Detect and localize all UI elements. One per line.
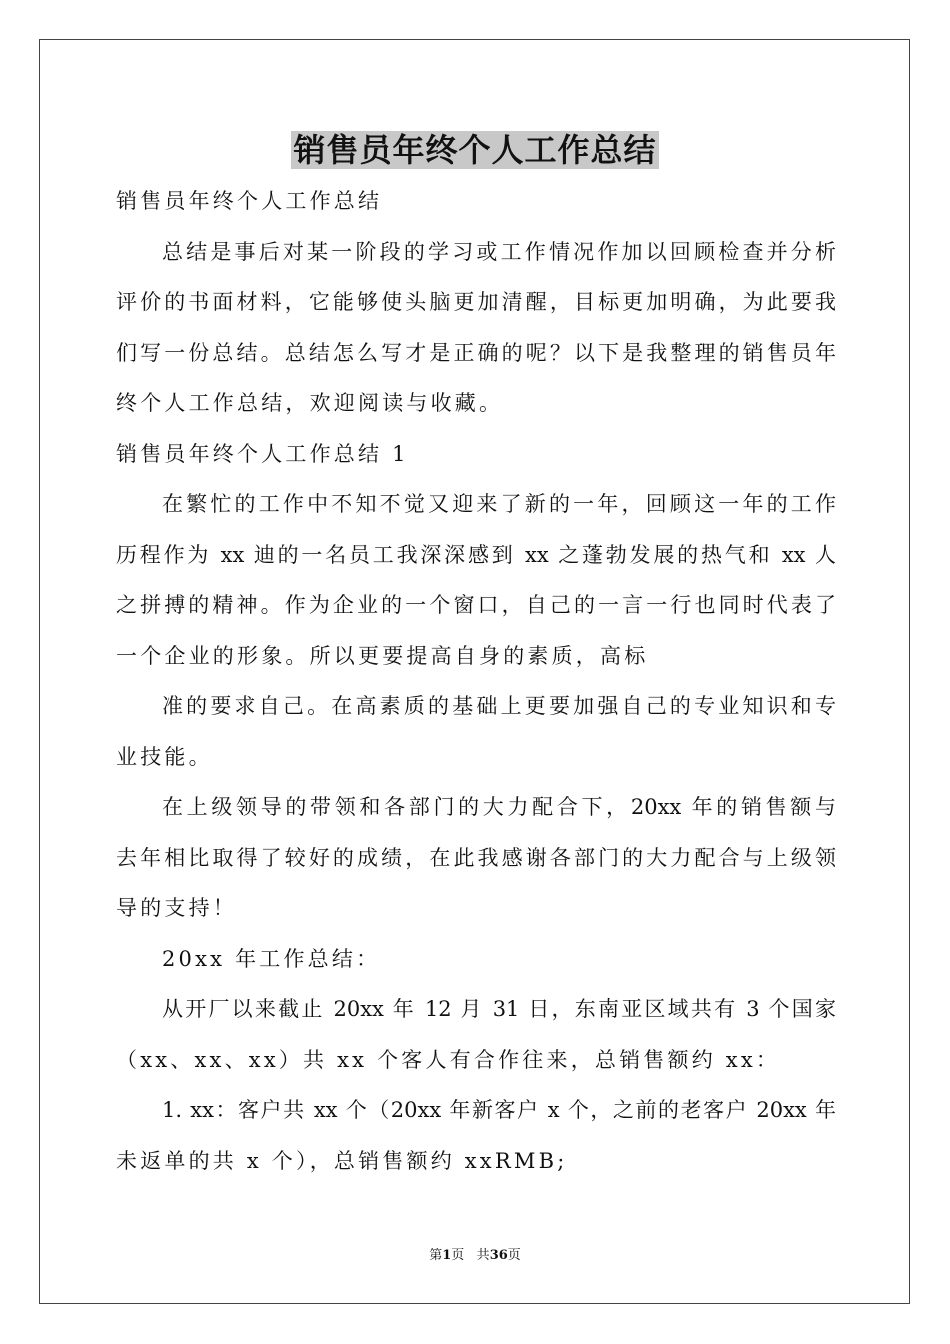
paragraph-line: 去年相比取得了较好的成绩，在此我感谢各部门的大力配合与上级领	[116, 845, 836, 870]
paragraph-line: 历程作为 xx 迪的一名员工我深深感到 xx 之蓬勃发展的热气和 xx 人	[116, 542, 836, 567]
page-footer	[0, 1247, 950, 1265]
total-suffix: 页	[507, 1248, 521, 1263]
paragraph-line: 从开厂以来截止 20xx 年 12 月 31 日，东南亚区域共有 3 个国家	[162, 997, 836, 1021]
paragraph-line: 终个人工作总结，欢迎阅读与收藏。	[116, 391, 504, 415]
document-title	[0, 128, 950, 172]
paragraph-line: 导的支持！	[116, 896, 237, 920]
section-heading: 销售员年终个人工作总结 1	[116, 441, 409, 466]
page-suffix: 页	[451, 1248, 465, 1263]
page-number: 1	[442, 1248, 452, 1263]
paragraph-line: 准的要求自己。在高素质的基础上更要加强自己的专业知识和专	[162, 694, 836, 718]
paragraph-line: 在繁忙的工作中不知不觉又迎来了新的一年，回顾这一年的工作	[162, 492, 836, 516]
document-body	[116, 176, 836, 1186]
page-prefix: 第	[429, 1248, 443, 1263]
paragraph-line: 们写一份总结。总结怎么写才是正确的呢？以下是我整理的销售员年	[116, 340, 836, 365]
paragraph-line: 总结是事后对某一阶段的学习或工作情况作加以回顾检查并分析	[162, 239, 836, 264]
paragraph-line: 业技能。	[116, 744, 213, 769]
subtitle-line: 销售员年终个人工作总结	[116, 189, 383, 213]
document-title-text: 销售员年终个人工作总结	[293, 131, 657, 169]
total-pages: 36	[489, 1248, 508, 1263]
paragraph-line: 评价的书面材料，它能够使头脑更加清醒，目标更加明确，为此要我	[116, 290, 836, 314]
list-item-line: 未返单的共 x 个），总销售额约 xxRMB;	[116, 1148, 568, 1173]
total-prefix: 共	[476, 1248, 490, 1263]
section-subheading: 20xx 年工作总结：	[162, 946, 381, 971]
paragraph-line: 一个企业的形象。所以更要提高自身的素质，高标	[116, 643, 649, 668]
paragraph-line: 在上级领导的带领和各部门的大力配合下，20xx 年的销售额与	[162, 795, 836, 819]
list-item-line: 1. xx：客户共 xx 个（20xx 年新客户 x 个，之前的老客户 20xx 年	[162, 1098, 836, 1122]
paragraph-line: （xx、xx、xx）共 xx 个客人有合作往来，总销售额约 xx：	[116, 1047, 781, 1072]
paragraph-line: 之拼搏的精神。作为企业的一个窗口，自己的一言一行也同时代表了	[116, 593, 836, 617]
